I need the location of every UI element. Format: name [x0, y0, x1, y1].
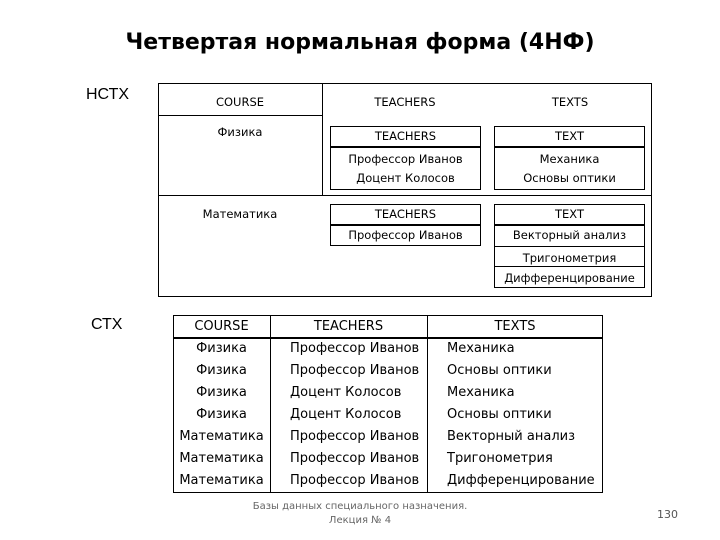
subtable-row: Механика: [539, 152, 600, 166]
ctx-cell-course: Математика: [179, 451, 264, 466]
nctx-physics-teachers-subtable: [330, 126, 481, 190]
nctx-math-texts-subtable: [494, 204, 645, 288]
subtable-row: Доцент Колосов: [356, 171, 455, 185]
page-number: 130: [657, 508, 678, 521]
nctx-physics-texts-subtable: [494, 126, 645, 190]
slide-title: Четвертая нормальная форма (4НФ): [125, 30, 595, 55]
ctx-cell-teacher: Профессор Иванов: [290, 363, 420, 378]
subtable-row: Тригонометрия: [495, 246, 644, 269]
footer-line1: Базы данных специального назначения.: [252, 501, 468, 512]
ctx-cell-teacher: Профессор Иванов: [290, 341, 420, 356]
ctx-col-divider-2: [427, 315, 428, 493]
ctx-cell-teacher: Профессор Иванов: [290, 451, 420, 466]
ctx-cell-text: Основы оптики: [447, 363, 552, 378]
ctx-cell-teacher: Доцент Колосов: [290, 407, 402, 422]
ctx-cell-text: Векторный анализ: [447, 429, 575, 444]
subtable-row: Дифференцирование: [495, 266, 644, 289]
nctx-course-math: Математика: [202, 207, 278, 221]
subtable-row: Основы оптики: [523, 171, 616, 185]
subtable-row: Профессор Иванов: [348, 228, 463, 242]
nctx-course-physics: Физика: [217, 125, 263, 139]
subtable-header: TEXT: [495, 127, 644, 148]
nctx-math-teachers-subtable: [330, 204, 481, 246]
nctx-header-teachers: TEACHERS: [374, 95, 436, 109]
ctx-cell-text: Дифференцирование: [447, 473, 595, 488]
ctx-cell-teacher: Профессор Иванов: [290, 473, 420, 488]
nctx-label: НСТХ: [86, 86, 130, 103]
ctx-header-teachers: TEACHERS: [313, 319, 384, 334]
ctx-cell-course: Физика: [196, 363, 247, 378]
ctx-cell-course: Физика: [196, 407, 247, 422]
ctx-cell-course: Математика: [179, 473, 264, 488]
ctx-cell-teacher: Доцент Колосов: [290, 385, 402, 400]
ctx-cell-text: Механика: [447, 385, 515, 400]
ctx-cell-text: Механика: [447, 341, 515, 356]
subtable-header: TEXT: [495, 205, 644, 226]
ctx-col-divider-1: [270, 315, 271, 493]
nctx-header-course: COURSE: [215, 95, 265, 109]
ctx-cell-text: Тригонометрия: [447, 451, 553, 466]
subtable-row: Профессор Иванов: [348, 152, 463, 166]
subtable-row: Векторный анализ: [512, 228, 627, 242]
nctx-header-texts: TEXTS: [551, 95, 589, 109]
ctx-header-course: COURSE: [194, 319, 249, 334]
ctx-cell-text: Основы оптики: [447, 407, 552, 422]
subtable-header: TEACHERS: [331, 127, 480, 148]
subtable-header: TEACHERS: [331, 205, 480, 226]
ctx-header-texts: TEXTS: [494, 319, 536, 334]
nctx-group-divider: [158, 195, 652, 196]
ctx-cell-course: Математика: [179, 429, 264, 444]
ctx-label: СТХ: [91, 316, 123, 333]
ctx-cell-course: Физика: [196, 341, 247, 356]
ctx-cell-teacher: Профессор Иванов: [290, 429, 420, 444]
nctx-course-header-line: [158, 115, 322, 116]
ctx-cell-course: Физика: [196, 385, 247, 400]
footer-line2: Лекция № 4: [328, 515, 392, 526]
slide-footer: [250, 500, 470, 528]
